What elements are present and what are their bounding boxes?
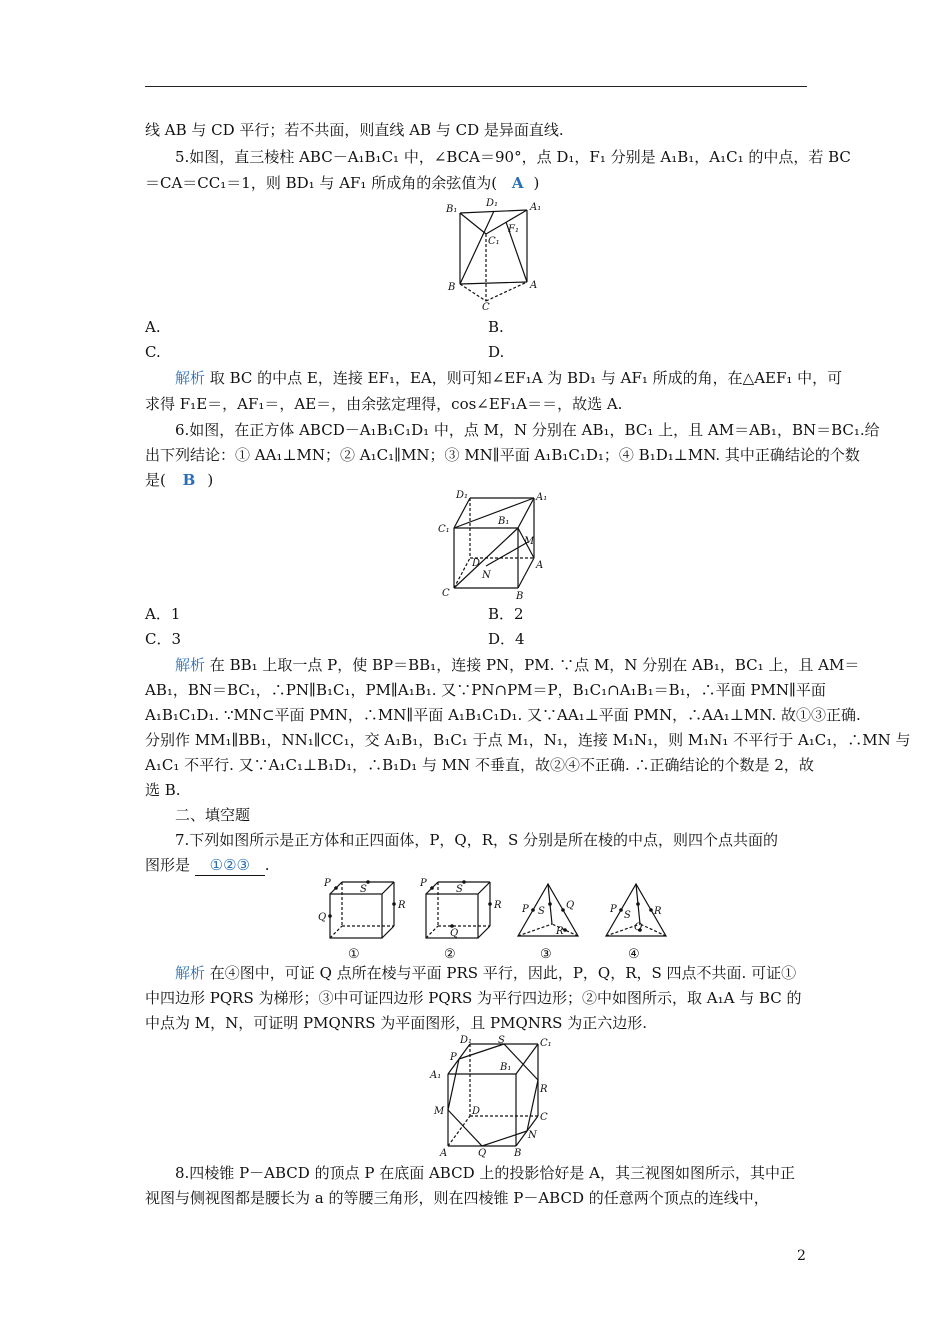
label-N: N bbox=[482, 570, 491, 581]
solution-label: 解析 bbox=[175, 656, 206, 674]
label-P: P bbox=[610, 904, 617, 915]
question-7-line-2 bbox=[145, 855, 270, 876]
solution-6-line-1 bbox=[175, 655, 859, 675]
solution-5-line-1 bbox=[175, 368, 842, 388]
solution-6-line-2: AB₁，BN＝BC₁，∴PN∥B₁C₁，PM∥A₁B₁. 又∵PN∩PM＝P，B₁C₁∩A₁B₁＝B₁，∴平面 PMN∥平面 bbox=[145, 681, 826, 699]
label-C1: C₁ bbox=[488, 236, 500, 247]
question-6-stem: 是( bbox=[145, 471, 166, 489]
solution-7-text: 在④图中，可证 Q 点所在棱与平面 PRS 平行，因此，P，Q，R，S 四点不共面. 可证① bbox=[209, 964, 797, 982]
solution-6-line-3: A₁B₁C₁D₁. ∵MN⊂平面 PMN，∴MN∥平面 A₁B₁C₁D₁. 又∵AA₁⊥平面 PMN，∴AA₁⊥MN. 故①③正确. bbox=[145, 706, 861, 724]
label-M: M bbox=[434, 1106, 445, 1117]
page-number: 2 bbox=[797, 1248, 806, 1264]
solution-7-line-2: 中四边形 PQRS 为梯形；③中可证四边形 PQRS 为平行四边形；②中如图所示，取 A₁A 与 BC 的 bbox=[145, 989, 802, 1007]
option-B: B. bbox=[488, 318, 504, 336]
label-C: C bbox=[442, 588, 450, 599]
label-Q: Q bbox=[450, 928, 459, 939]
figures-q7 bbox=[310, 874, 680, 962]
paren-close: ) bbox=[207, 471, 214, 489]
label-B: B bbox=[448, 282, 456, 293]
label-N: N bbox=[528, 1130, 537, 1141]
figure-number-1: ① bbox=[348, 947, 360, 962]
label-S: S bbox=[456, 884, 463, 895]
label-B: B bbox=[514, 1148, 522, 1159]
option-A: A. bbox=[145, 318, 161, 336]
option-B: B．2 bbox=[488, 605, 524, 623]
label-P: P bbox=[522, 904, 529, 915]
label-B1: B₁ bbox=[446, 204, 458, 215]
label-D1: D₁ bbox=[456, 490, 469, 501]
question-6-line-2: 出下列结论：① AA₁⊥MN；② A₁C₁∥MN；③ MN∥平面 A₁B₁C₁D₁；④ B₁D₁⊥MN. 其中正确结论的个数 bbox=[145, 446, 860, 464]
label-B: B bbox=[516, 591, 524, 600]
solution-5-line-2: 求得 F₁E＝，AF₁＝，AE＝，由余弦定理得，cos∠EF₁A＝＝，故选 A. bbox=[145, 395, 623, 413]
label-A1: A₁ bbox=[430, 1070, 442, 1081]
prism-figure bbox=[442, 198, 542, 310]
label-R: R bbox=[556, 926, 564, 937]
cube-figure-q6 bbox=[434, 488, 554, 600]
solution-6-line-6: 选 B. bbox=[145, 781, 181, 799]
section-heading: 二、填空题 bbox=[175, 806, 251, 824]
solution-6-line-4: 分别作 MM₁∥BB₁，NN₁∥CC₁，交 A₁B₁，B₁C₁ 于点 M₁，N₁，连接 M₁N₁，则 M₁N₁ 不平行于 A₁C₁，∴MN 与 bbox=[145, 731, 911, 749]
question-5-line-1: 5.如图，直三棱柱 ABC－A₁B₁C₁ 中，∠BCA＝90°，点 D₁，F₁ 分别是 A₁B₁，A₁C₁ 的中点，若 BC bbox=[175, 148, 851, 166]
question-5-answer: A bbox=[511, 174, 524, 192]
label-M: M bbox=[524, 536, 535, 547]
figure-number-3: ③ bbox=[540, 947, 552, 962]
question-6-line-3 bbox=[145, 470, 213, 490]
question-6-answer: B bbox=[182, 471, 196, 489]
label-Q: Q bbox=[318, 912, 327, 923]
figure-number-2: ② bbox=[444, 947, 456, 962]
question-7-line-1: 7.下列如图所示是正方体和正四面体，P，Q，R，S 分别是所在棱的中点，则四个点共面的 bbox=[175, 831, 779, 849]
paren-close: ) bbox=[533, 174, 540, 192]
label-R: R bbox=[398, 900, 406, 911]
question-5-line-2 bbox=[145, 173, 539, 193]
label-Q: Q bbox=[478, 1148, 487, 1159]
solution-label: 解析 bbox=[175, 964, 206, 982]
label-D1: D₁ bbox=[460, 1035, 473, 1046]
period: . bbox=[264, 856, 270, 874]
text-line: 线 AB 与 CD 平行；若不共面，则直线 AB 与 CD 是异面直线. bbox=[145, 121, 564, 139]
cube-hexagon-figure bbox=[426, 1034, 562, 1160]
label-Q: Q bbox=[634, 922, 643, 933]
solution-6-line-5: A₁C₁ 不平行. 又∵A₁C₁⊥B₁D₁，∴B₁D₁ 与 MN 不垂直，故②④不正确. ∴正确结论的个数是 2，故 bbox=[145, 756, 814, 774]
header-rule bbox=[145, 86, 807, 87]
figure-number-4: ④ bbox=[628, 947, 640, 962]
label-R: R bbox=[540, 1084, 548, 1095]
label-P: P bbox=[324, 878, 331, 889]
label-F1: F₁ bbox=[508, 224, 519, 235]
label-P: P bbox=[450, 1052, 457, 1063]
option-C: C. bbox=[145, 343, 161, 361]
label-A1: A₁ bbox=[530, 202, 542, 213]
label-R: R bbox=[494, 900, 502, 911]
question-8-line-2: 视图与侧视图都是腰长为 a 的等腰三角形，则在四棱锥 P－ABCD 的任意两个顶点的连线中， bbox=[145, 1189, 769, 1207]
label-P: P bbox=[420, 878, 427, 889]
label-S: S bbox=[624, 910, 631, 921]
label-A: A bbox=[440, 1148, 448, 1159]
label-S: S bbox=[498, 1035, 505, 1046]
question-7-answer: ①②③ bbox=[195, 855, 265, 876]
label-S: S bbox=[538, 906, 545, 917]
label-D: D bbox=[472, 558, 481, 569]
question-7-stem: 图形是 bbox=[145, 856, 191, 874]
label-D1: D₁ bbox=[486, 198, 499, 209]
option-D: D. bbox=[488, 343, 505, 361]
question-5-stem: ＝CA＝CC₁＝1，则 BD₁ 与 AF₁ 所成角的余弦值为( bbox=[145, 174, 498, 192]
label-C1: C₁ bbox=[438, 524, 450, 535]
label-B1: B₁ bbox=[500, 1062, 512, 1073]
label-B1: B₁ bbox=[498, 516, 510, 527]
label-A1: A₁ bbox=[536, 492, 548, 503]
label-C: C bbox=[540, 1112, 548, 1123]
label-C1: C₁ bbox=[540, 1038, 552, 1049]
option-D: D．4 bbox=[488, 630, 525, 648]
question-6-line-1: 6.如图，在正方体 ABCD－A₁B₁C₁D₁ 中，点 M，N 分别在 AB₁，BC₁ 上，且 AM＝AB₁，BN＝BC₁.给 bbox=[175, 421, 880, 439]
solution-7-line-3: 中点为 M，N，可证明 PMQNRS 为平面图形，且 PMQNRS 为正六边形. bbox=[145, 1014, 647, 1032]
solution-6-text: 在 BB₁ 上取一点 P，使 BP＝BB₁，连接 PN，PM. ∵点 M，N 分别在 AB₁，BC₁ 上，且 AM＝ bbox=[209, 656, 860, 674]
label-D: D bbox=[472, 1106, 481, 1117]
question-8-line-1: 8.四棱锥 P－ABCD 的顶点 P 在底面 ABCD 上的投影恰好是 A，其三视图如图所示，其中正 bbox=[175, 1164, 795, 1182]
label-R: R bbox=[654, 906, 662, 917]
label-A: A bbox=[530, 280, 538, 291]
solution-7-line-1 bbox=[175, 963, 796, 983]
option-A: A．1 bbox=[145, 605, 181, 623]
label-S: S bbox=[360, 884, 367, 895]
solution-label: 解析 bbox=[175, 369, 206, 387]
label-Q: Q bbox=[566, 900, 575, 911]
label-A: A bbox=[536, 560, 544, 571]
option-C: C．3 bbox=[145, 630, 182, 648]
label-C: C bbox=[482, 302, 490, 310]
solution-5-text: 取 BC 的中点 E，连接 EF₁，EA，则可知∠EF₁A 为 BD₁ 与 AF₁ 所成的角，在△AEF₁ 中，可 bbox=[209, 369, 843, 387]
